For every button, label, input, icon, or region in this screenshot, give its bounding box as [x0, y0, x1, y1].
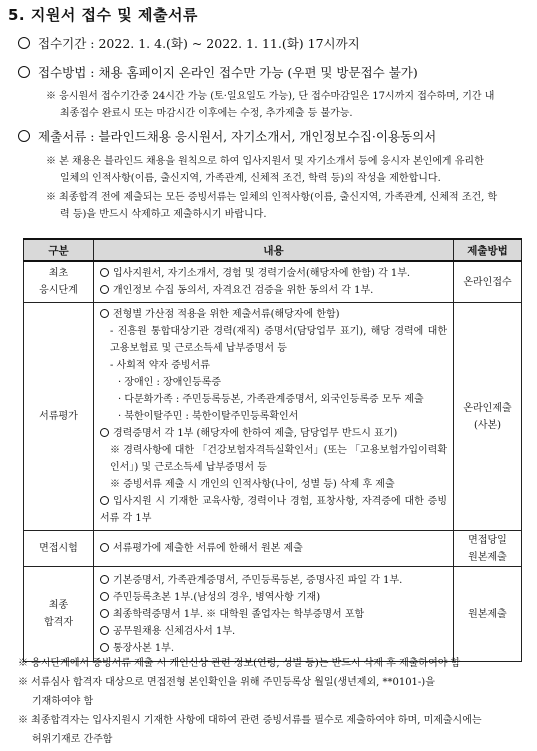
circle-bullet-icon: [18, 37, 30, 49]
row-content: 서류평가에 제출한 서류에 한해서 원본 제출: [94, 531, 454, 567]
footnote: 허위기재로 간주함: [32, 734, 113, 745]
docs-item: [18, 128, 537, 146]
footnotes: [18, 654, 523, 749]
row-method: 면접당일 원본제출: [454, 531, 522, 567]
docs-note-line: 력 등)을 반드시 삭제하고 제출하시기 바랍니다.: [60, 209, 267, 220]
documents-table: [23, 238, 522, 662]
method-note-line: 최종접수 완료시 또는 마감시간 이후에는 수정, 추가제출 등 불가능.: [60, 108, 353, 119]
circle-bullet-icon: [100, 643, 109, 652]
table-header-row: [24, 239, 522, 261]
row-method: 원본제출: [454, 567, 522, 662]
header-category: 구분: [24, 239, 94, 261]
footnote: ※ 최종합격자는 입사지원시 기재한 사항에 대하여 관련 증빙서류를 필수로 제출하여야 하며, 미제출시에는: [18, 715, 482, 726]
table-row: [24, 261, 522, 303]
table-row: [24, 303, 522, 531]
row-category: 최초 응시단계: [24, 261, 94, 303]
circle-bullet-icon: [100, 309, 109, 318]
row-content: 입사지원서, 자기소개서, 경험 및 경력기술서(해당자에 한함) 각 1부. 개인정보 수집 동의서, 자격요건 검증을 위한 동의서 각 1부.: [94, 261, 454, 303]
circle-bullet-icon: [18, 66, 30, 78]
circle-bullet-icon: [100, 543, 109, 552]
section-title: 5. 지원서 접수 및 제출서류: [8, 6, 198, 24]
footnote: 기재하여야 함: [32, 696, 94, 707]
row-category: 서류평가: [24, 303, 94, 531]
docs-text: 제출서류 : 블라인드채용 응시원서, 자기소개서, 개인정보수집·이용동의서: [38, 129, 437, 144]
footnote: ※ 서류심사 합격자 대상으로 면접전형 본인확인을 위해 주민등록상 월일(생년제외, **0101-)을: [18, 677, 435, 688]
row-method: 온라인접수: [454, 261, 522, 303]
row-content: 전형별 가산점 적용을 위한 제출서류(해당자에 한함) - 진흥원 통합대상기관 경력(재직) 증명서(담당업무 표기), 해당 경력에 대한 고용보험료 및 근로소득세 납부증명서 등 - 사회적 약자 증빙서류 · 장애인 : 장애인등록증 · 다문화가족 : 주민등록등본, 가족관계증명서, 외국인등록증 모두 제출 · 북한이탈주민 : 북한이탈주민등록확인서 경력증명서 각 1부 (해당자에 한하여 제출, 담당업무 반드시 표기) ※ 경력사항에 대한 「건강보험자격득실확인서」(또는 「고용보험가입이력확인서」) 및 근로소득세 납부증명서 등 ※ 증빙서류 제출 시 개인의 인적사항(나이, 성별 등) 삭제 후 제출 입사지원 시 기재한 교육사항, 경력이나 경험, 표창사항, 자격증에 대한 증빙서류 각 1부: [94, 303, 454, 531]
row-content: 기본증명서, 가족관계증명서, 주민등록등본, 증명사진 파일 각 1부. 주민등록초본 1부.(남성의 경우, 병역사항 기재) 최종학력증명서 1부. ※ 대학원 졸업자는 학부증명서 포함 공무원채용 신체검사서 1부. 통장사본 1부.: [94, 567, 454, 662]
circle-bullet-icon: [100, 428, 109, 437]
circle-bullet-icon: [100, 285, 109, 294]
method-item: [18, 64, 537, 82]
method-note: [46, 88, 521, 122]
docs-note-line: ※ 본 채용은 블라인드 채용을 원칙으로 하여 입사지원서 및 자기소개서 등에 응시자 본인에게 유리한: [46, 156, 484, 167]
circle-bullet-icon: [100, 592, 109, 601]
docs-note-line: 일체의 인적사항(이름, 출신지역, 가족관계, 신체적 조건, 학력 등)의 작성을 제한합니다.: [60, 173, 441, 184]
circle-bullet-icon: [100, 268, 109, 277]
circle-bullet-icon: [18, 130, 30, 142]
header-content: 내용: [94, 239, 454, 261]
docs-notes: [46, 153, 522, 223]
period-text: 접수기간 : 2022. 1. 4.(화) ~ 2022. 1. 11.(화) 17시까지: [38, 36, 360, 51]
row-category: 면접시험: [24, 531, 94, 567]
header-method: 제출방법: [454, 239, 522, 261]
footnote: ※ 응시단계에서 증빙서류 제출 시 개인신상 관련 정보(연령, 성별 등)는 반드시 삭제 후 제출하여야 함: [18, 658, 461, 669]
table-row: [24, 567, 522, 662]
row-category: 최종 합격자: [24, 567, 94, 662]
circle-bullet-icon: [100, 609, 109, 618]
docs-note-line: ※ 최종합격 전에 제출되는 모든 증빙서류는 일체의 인적사항(이름, 출신지역, 가족관계, 신체적 조건, 학: [46, 192, 498, 203]
table-row: [24, 531, 522, 567]
row-method: 온라인제출 (사본): [454, 303, 522, 531]
circle-bullet-icon: [100, 496, 109, 505]
method-note-line: ※ 응시원서 접수기간중 24시간 가능 (토·일요일도 가능), 단 접수마감일은 17시까지 접수하며, 기간 내: [46, 91, 495, 102]
period-item: [18, 35, 537, 53]
circle-bullet-icon: [100, 626, 109, 635]
circle-bullet-icon: [100, 575, 109, 584]
method-text: 접수방법 : 채용 홈페이지 온라인 접수만 가능 (우편 및 방문접수 불가): [38, 65, 418, 80]
